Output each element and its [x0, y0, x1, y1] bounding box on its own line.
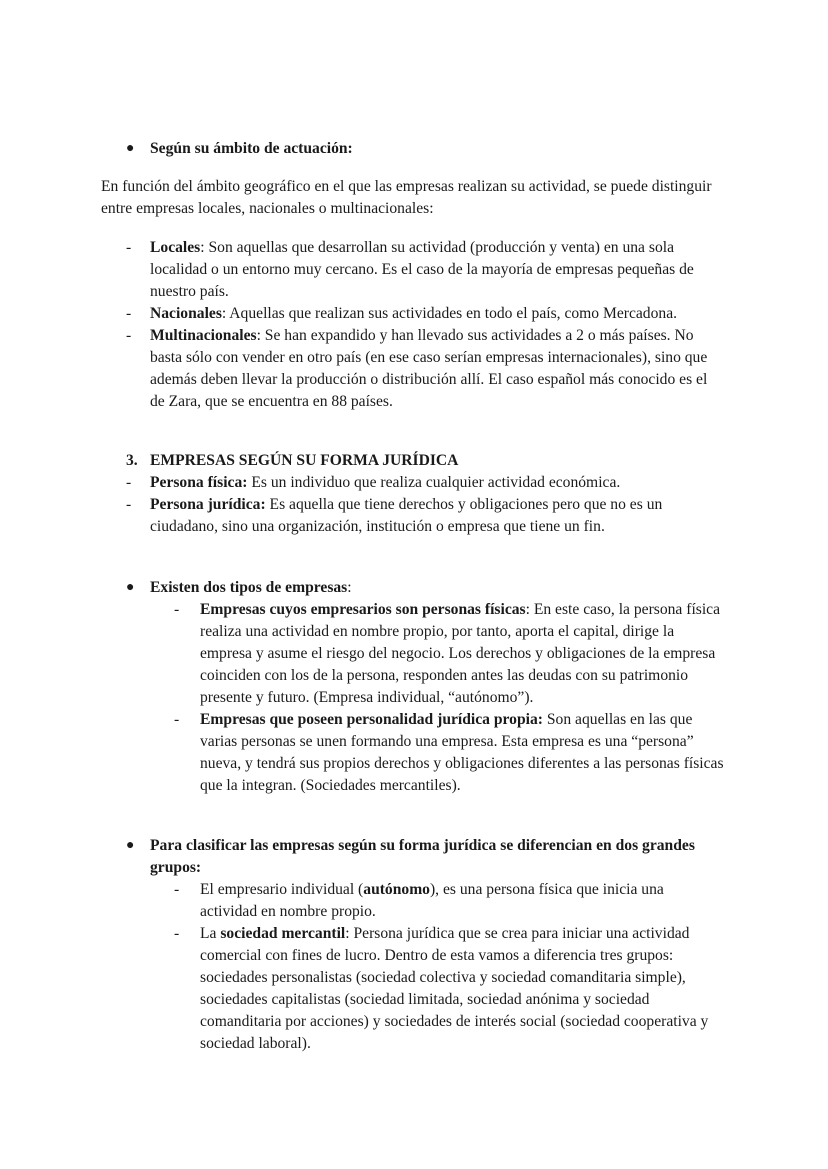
- term-nacionales: Nacionales: [150, 305, 222, 322]
- term-persona-fisica: Persona física:: [150, 474, 248, 491]
- term-multinacionales: Multinacionales: [150, 327, 257, 344]
- dash-icon: -: [174, 601, 180, 618]
- dash-icon: -: [126, 239, 132, 256]
- list-item-multinacionales: - Multinacionales: Se han expandido y han llevado sus actividades a 2 o más países. No basta sólo con vender en otro país (en ese caso serían empresas internacionales), sino que además deben llevar la producción o distribución allí. El caso español más conocido es el de Zara, que se encuentra en 88 países.: [126, 327, 708, 410]
- heading-clasificar-text: Para clasificar las empresas según su forma jurídica se diferencian en dos grandes grupos:: [150, 837, 695, 876]
- list-item-personalidad-juridica: [174, 709, 734, 797]
- term-personalidad-juridica: Empresas que poseen personalidad jurídica propia:: [200, 711, 543, 728]
- term-locales: Locales: [150, 239, 201, 256]
- text-nacionales: Aquellas que realizan sus actividades en todo el país, como Mercadona.: [226, 305, 678, 322]
- section-number: 3.: [126, 452, 138, 469]
- heading-tipos-text: Existen dos tipos de empresas: [150, 579, 348, 596]
- text-personalidad-juridica: Son aquellas en las que varias personas se unen formando una empresa. Esta empresa es una “persona” nueva, y tendrá sus propios derechos y obligaciones diferentes a las personas físicas que la integran. (Sociedades mercantiles).: [200, 711, 724, 794]
- list-item-personas-fisicas: [174, 599, 734, 709]
- heading-ambito-text: Según su ámbito de actuación:: [150, 140, 353, 157]
- dash-icon: -: [174, 711, 180, 728]
- bullet-icon: ●: [126, 838, 135, 853]
- section-title: EMPRESAS SEGÚN SU FORMA JURÍDICA: [150, 452, 459, 469]
- list-item-autonomo: - El empresario individual (autónomo), es una persona física que inicia una actividad en nombre propio.: [174, 881, 664, 920]
- term-sociedad-mercantil: sociedad mercantil: [220, 925, 346, 942]
- text-persona-juridica: Es aquella que tiene derechos y obligaciones pero que no es un ciudadano, sino una organización, institución o empresa que tiene un fin.: [150, 496, 663, 535]
- list-item-locales: - Locales: Son aquellas que desarrollan su actividad (producción y venta) en una sola localidad o un entorno muy cercano. Es el caso de la mayoría de empresas pequeñas de nuestro país.: [126, 239, 694, 300]
- term-personas-fisicas: Empresas cuyos empresarios son personas físicas: [200, 601, 526, 618]
- heading-clasificar: [126, 835, 726, 879]
- text-personas-fisicas: : En este caso, la persona física realiza una actividad en nombre propio, por tanto, aporta el capital, dirige la empresa y asume el riesgo del negocio. Los derechos y obligaciones de la empresa coinciden con los de la persona, responden antes las deudas con su patrimonio presente y futuro. (Empresa individual, “autónomo”).: [200, 601, 721, 706]
- list-item-sociedad-mercantil: - La sociedad mercantil: Persona jurídica que se crea para iniciar una actividad comercial con fines de lucro. Dentro de esta vamos a diferencia tres grupos: sociedades personalistas (sociedad colectiva y sociedad comanditaria simple), sociedades capitalistas (sociedad limitada, sociedad anónima y sociedad comanditaria por acciones) y sociedades de interés social (sociedad cooperativa y sociedad laboral).: [174, 925, 709, 1052]
- dash-icon: -: [126, 496, 132, 513]
- dash-icon: -: [174, 925, 180, 942]
- intro-ambito: En función del ámbito geográfico en el que las empresas realizan su actividad, se puede distinguir entre empresas locales, nacionales o multinacionales:: [101, 178, 712, 217]
- list-item-persona-juridica: [126, 494, 726, 538]
- text-multinacionales: Se han expandido y han llevado sus actividades a 2 o más países. No basta sólo con vender en otro país (en ese caso serían empresas internacionales), sino que además deben llevar la producción o distribución allí. El caso español más conocido es el de Zara, que se encuentra en 88 países.: [150, 327, 708, 410]
- text-persona-fisica: Es un individuo que realiza cualquier actividad económica.: [247, 474, 621, 491]
- dash-icon: -: [126, 305, 132, 322]
- dash-icon: -: [174, 881, 180, 898]
- dash-icon: -: [126, 327, 132, 344]
- term-persona-juridica: Persona jurídica:: [150, 496, 266, 513]
- dash-icon: -: [126, 474, 132, 491]
- list-item-persona-fisica: [126, 472, 726, 494]
- term-autonomo: autónomo: [363, 881, 430, 898]
- text-locales: Son aquellas que desarrollan su actividad (producción y venta) en una sola localidad o un entorno muy cercano. Es el caso de la mayoría de empresas pequeñas de nuestro país.: [150, 239, 694, 300]
- bullet-icon: ●: [126, 580, 135, 595]
- list-item-nacionales: - Nacionales: Aquellas que realizan sus actividades en todo el país, como Mercadona.: [126, 303, 726, 325]
- bullet-icon: ●: [126, 141, 135, 156]
